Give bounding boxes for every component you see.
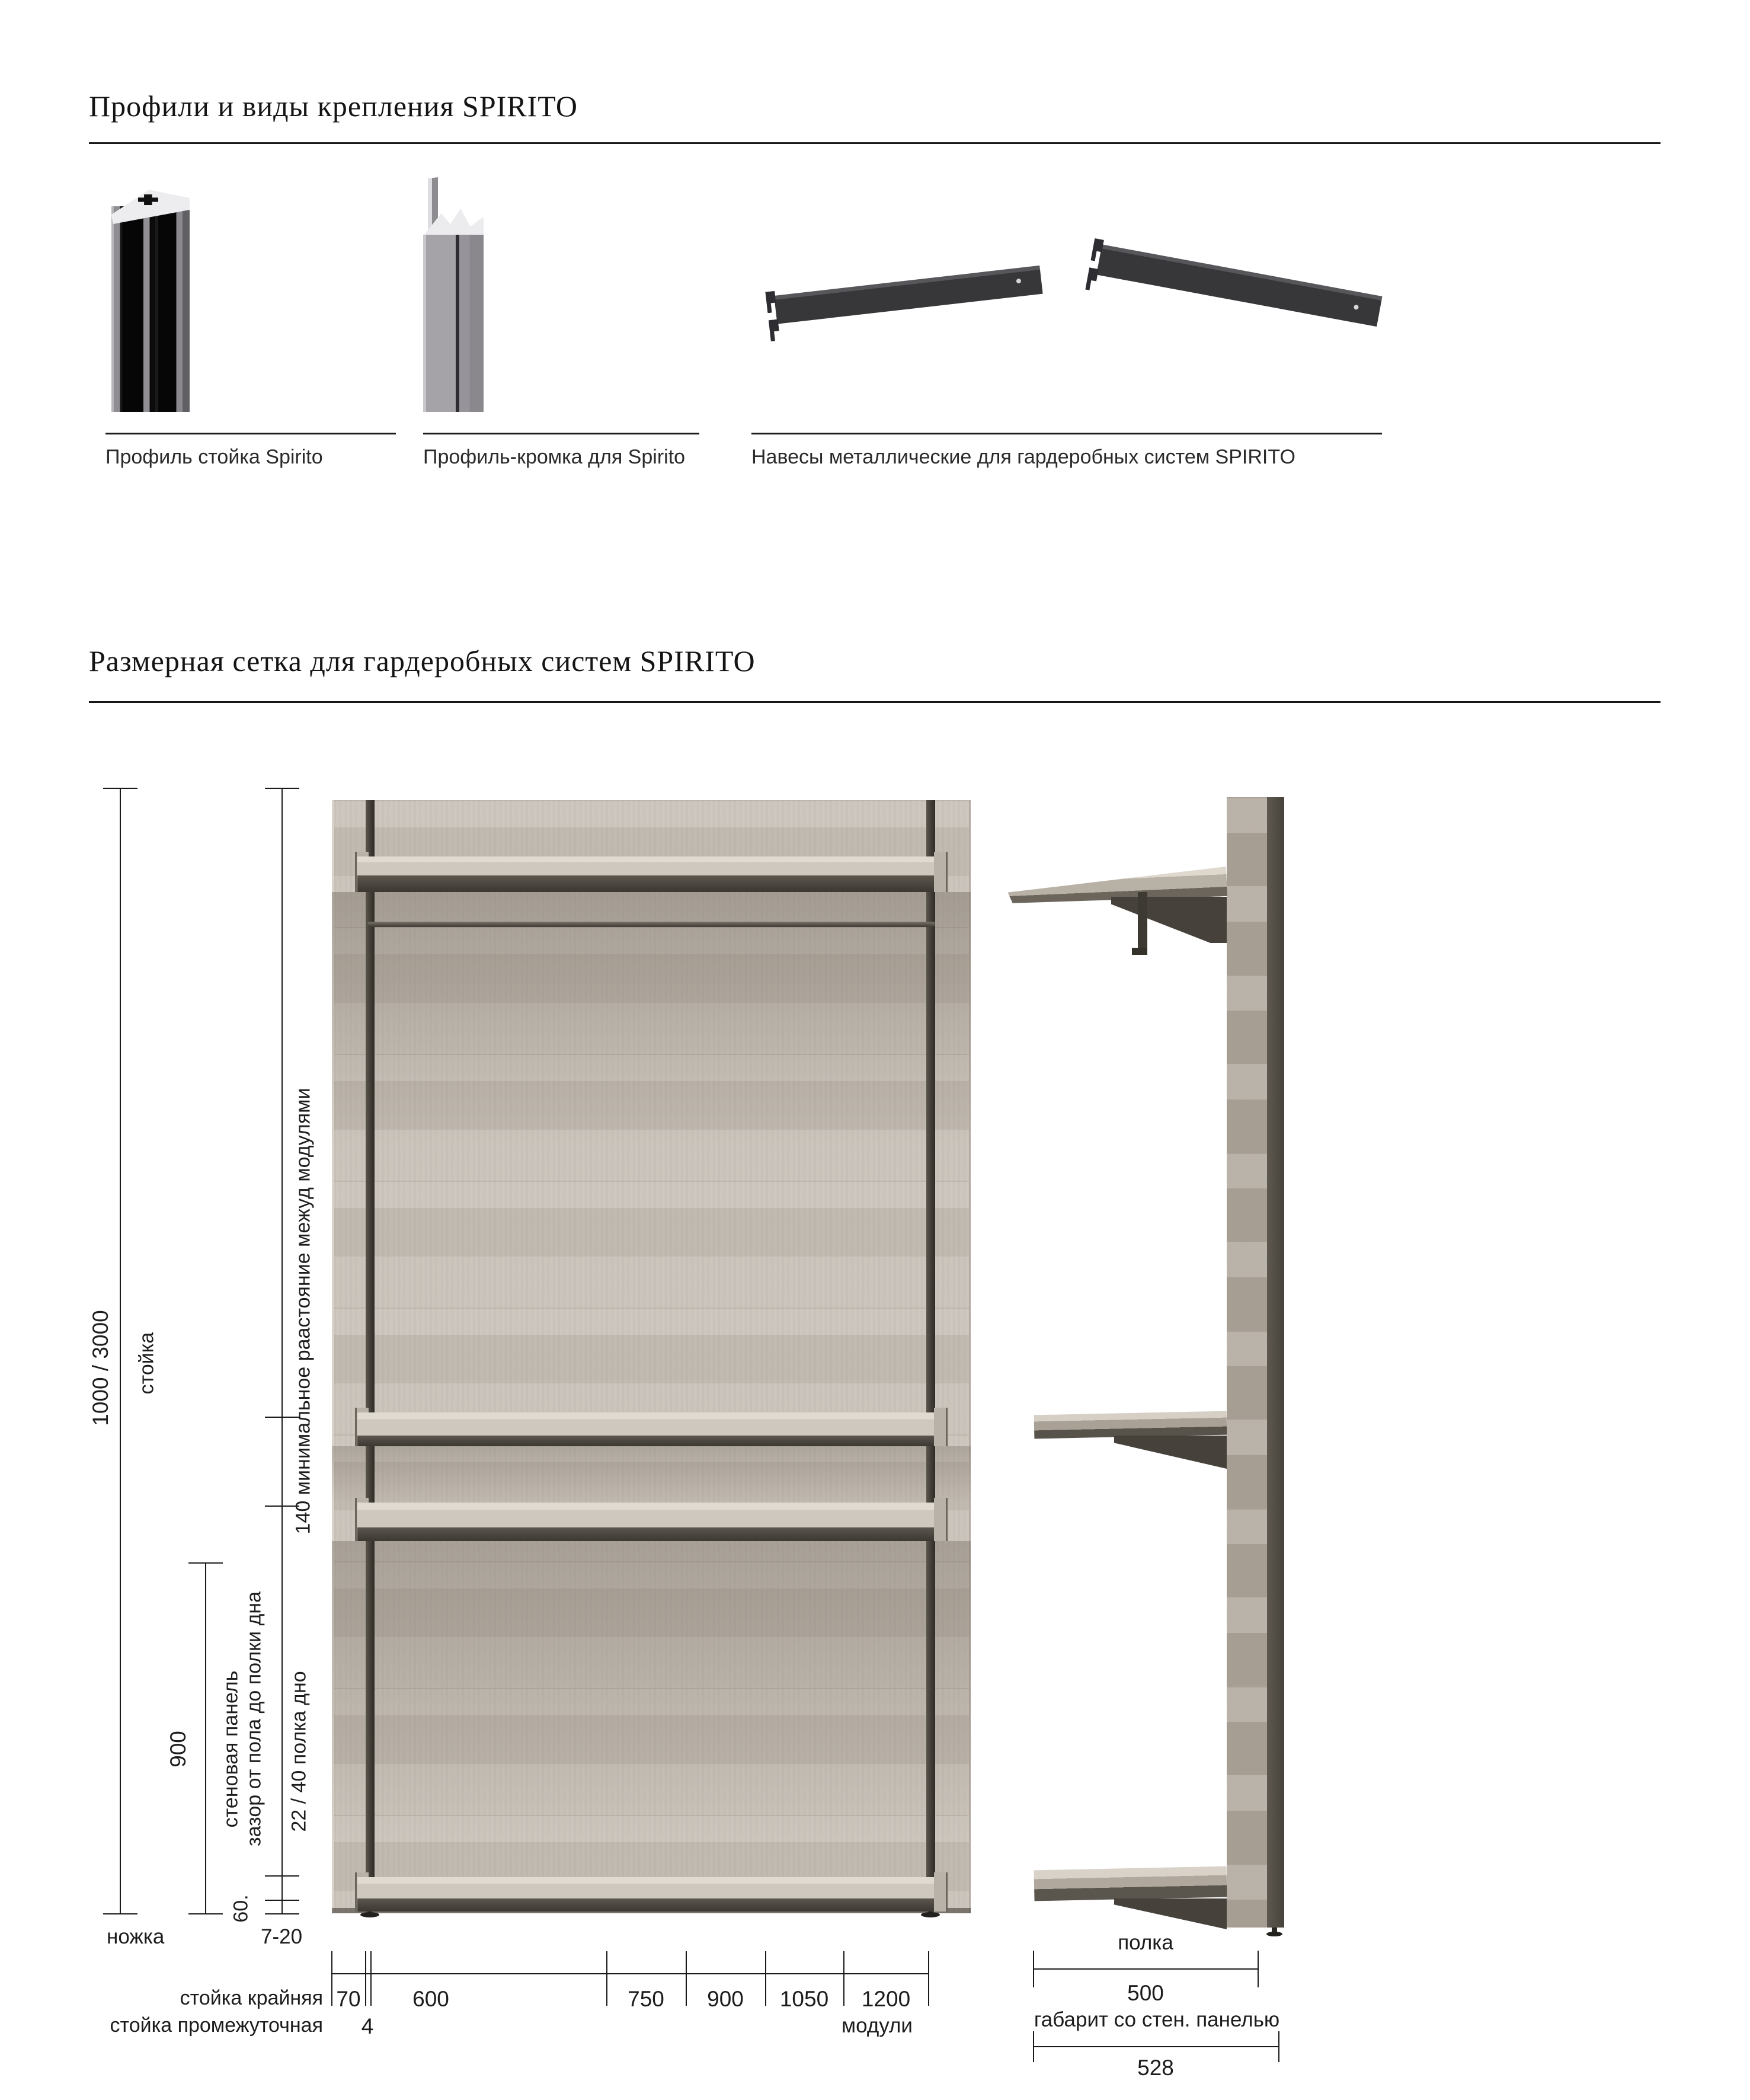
shelf-depth-line bbox=[1034, 1968, 1259, 1970]
overall-depth-line bbox=[1034, 2046, 1279, 2047]
dim-bottom-shelf-label: 22 / 40 полка дно bbox=[287, 1671, 311, 1832]
brackets-divider bbox=[751, 433, 1382, 434]
dim-floor-gap-label: зазор от пола до полки дна bbox=[242, 1591, 265, 1846]
side-bracket-top bbox=[1111, 897, 1227, 943]
brackets-caption: Навесы металлические для гардеробных систем SPIRITO bbox=[751, 446, 1295, 468]
dim-floor-gap-value: 60. bbox=[229, 1894, 252, 1923]
bracket-right-slab bbox=[1096, 244, 1382, 327]
dim-line-stand bbox=[120, 788, 121, 1914]
module-width-1200: 1200 bbox=[861, 1987, 911, 2011]
dim-module-gap-label: 140 минимальное раастояние межуд модулями bbox=[292, 1088, 315, 1535]
front-hanger-rod bbox=[367, 922, 935, 927]
profile-edge-divider bbox=[423, 433, 699, 434]
width-scale-tick-1 bbox=[365, 1951, 366, 2006]
leg-range: 7-20 bbox=[261, 1925, 303, 1948]
dim-tick-shelf-bottom bbox=[265, 1900, 299, 1901]
leg-label: ножка bbox=[107, 1925, 165, 1948]
overall-depth-tick-right bbox=[1278, 2031, 1279, 2062]
width-scale-tick-4 bbox=[686, 1951, 687, 2006]
overall-depth-tick-left bbox=[1033, 2031, 1034, 2062]
shelf-depth-value: 500 bbox=[1127, 1981, 1164, 2005]
section-profiles-title: Профили и виды крепления SPIRITO bbox=[89, 90, 578, 123]
profile-stand-divider bbox=[105, 433, 396, 434]
row-label-end-stand: стойка крайняя bbox=[180, 1987, 323, 2009]
shelf-depth-tick-right bbox=[1258, 1951, 1259, 1987]
dim-wall-panel-height: 900 bbox=[166, 1731, 190, 1767]
front-shelf-top bbox=[357, 856, 945, 892]
dim-line-gaps-tick-floor bbox=[265, 1913, 299, 1914]
profile-stand-image bbox=[111, 190, 190, 412]
shadow-under-middle-shelf-2 bbox=[332, 1541, 971, 1849]
width-end-stand: 70 bbox=[336, 1987, 361, 2011]
dim-line-gaps bbox=[281, 788, 283, 1914]
width-scale-tick-2 bbox=[370, 1951, 372, 2006]
overall-depth-label: габарит со стен. панелью bbox=[1034, 2008, 1280, 2031]
side-bracket-bottom bbox=[1114, 1898, 1227, 1929]
dim-stand-height: 1000 / 3000 bbox=[88, 1310, 113, 1426]
bracket-left-slab bbox=[774, 266, 1043, 324]
dim-line-gaps-tick-top bbox=[265, 788, 299, 789]
row-label-mid-stand: стойка промежуточная bbox=[110, 2014, 323, 2037]
dim-tick-shelf-top bbox=[265, 1875, 299, 1877]
shadow-under-middle-shelf-1 bbox=[332, 1446, 971, 1503]
front-view bbox=[332, 800, 971, 1913]
width-scale-tick-3 bbox=[606, 1951, 607, 2006]
side-shelf-label: полка bbox=[1118, 1931, 1173, 1954]
side-wall-panel-edge bbox=[1267, 797, 1284, 1928]
dim-line-stand-tick-top bbox=[103, 788, 137, 789]
dim-stand-label: стойка bbox=[135, 1332, 158, 1395]
side-panel-foot bbox=[1266, 1932, 1282, 1936]
dim-line-stand-tick-bottom bbox=[103, 1913, 137, 1914]
side-shelf-middle bbox=[1034, 1411, 1227, 1439]
bracket-left-image bbox=[764, 252, 1047, 354]
front-shelf-middle-upper bbox=[357, 1412, 945, 1446]
width-scale-tick-0 bbox=[331, 1951, 332, 2006]
front-post-left bbox=[366, 800, 375, 1898]
width-scale-line bbox=[332, 1973, 929, 1974]
module-width-600: 600 bbox=[412, 1987, 449, 2011]
width-scale-tick-7 bbox=[928, 1951, 929, 2006]
side-wall-panel bbox=[1227, 797, 1267, 1928]
width-scale-tick-5 bbox=[765, 1951, 766, 2006]
module-width-1050: 1050 bbox=[779, 1987, 829, 2011]
section-grid-rule bbox=[89, 701, 1661, 703]
modules-label: модули bbox=[842, 2014, 913, 2037]
bracket-right-image bbox=[1079, 236, 1384, 377]
front-shelf-middle-lower bbox=[357, 1503, 945, 1541]
side-bracket-middle bbox=[1114, 1436, 1227, 1469]
dim-line-wall-panel-tick-bottom bbox=[188, 1913, 223, 1914]
front-shelf-bottom bbox=[357, 1877, 945, 1912]
front-post-right bbox=[926, 800, 935, 1898]
section-grid-title: Размерная сетка для гардеробных систем SPIRITO bbox=[89, 644, 756, 677]
side-view bbox=[1004, 797, 1286, 1933]
width-scale-tick-6 bbox=[843, 1951, 844, 2006]
profile-stand-caption: Профиль стойка Spirito bbox=[105, 446, 323, 468]
shelf-depth-tick-left bbox=[1033, 1951, 1034, 1987]
profile-stand-body bbox=[111, 206, 190, 412]
section-profiles-rule bbox=[89, 142, 1661, 144]
bracket-right-hook-bottom bbox=[1085, 267, 1099, 291]
front-post-left-foot bbox=[360, 1912, 379, 1917]
dim-line-wall-panel bbox=[205, 1563, 206, 1914]
profile-edge-caption: Профиль-кромка для Spirito bbox=[423, 446, 686, 468]
profile-edge-image bbox=[423, 178, 484, 412]
module-width-900: 900 bbox=[707, 1987, 744, 2011]
front-post-right-foot bbox=[921, 1912, 940, 1917]
shadow-under-top-shelf bbox=[332, 892, 971, 1147]
side-hanger-rod-holder bbox=[1138, 892, 1147, 955]
dim-line-wall-panel-tick-top bbox=[188, 1562, 223, 1564]
module-width-750: 750 bbox=[628, 1987, 664, 2011]
profile-edge-body bbox=[423, 235, 484, 412]
dim-wall-panel-label: стеновая панель bbox=[219, 1670, 242, 1828]
overall-depth-value: 528 bbox=[1137, 2056, 1174, 2080]
side-shelf-bottom bbox=[1034, 1866, 1227, 1901]
width-mid-stand: 4 bbox=[361, 2014, 374, 2038]
